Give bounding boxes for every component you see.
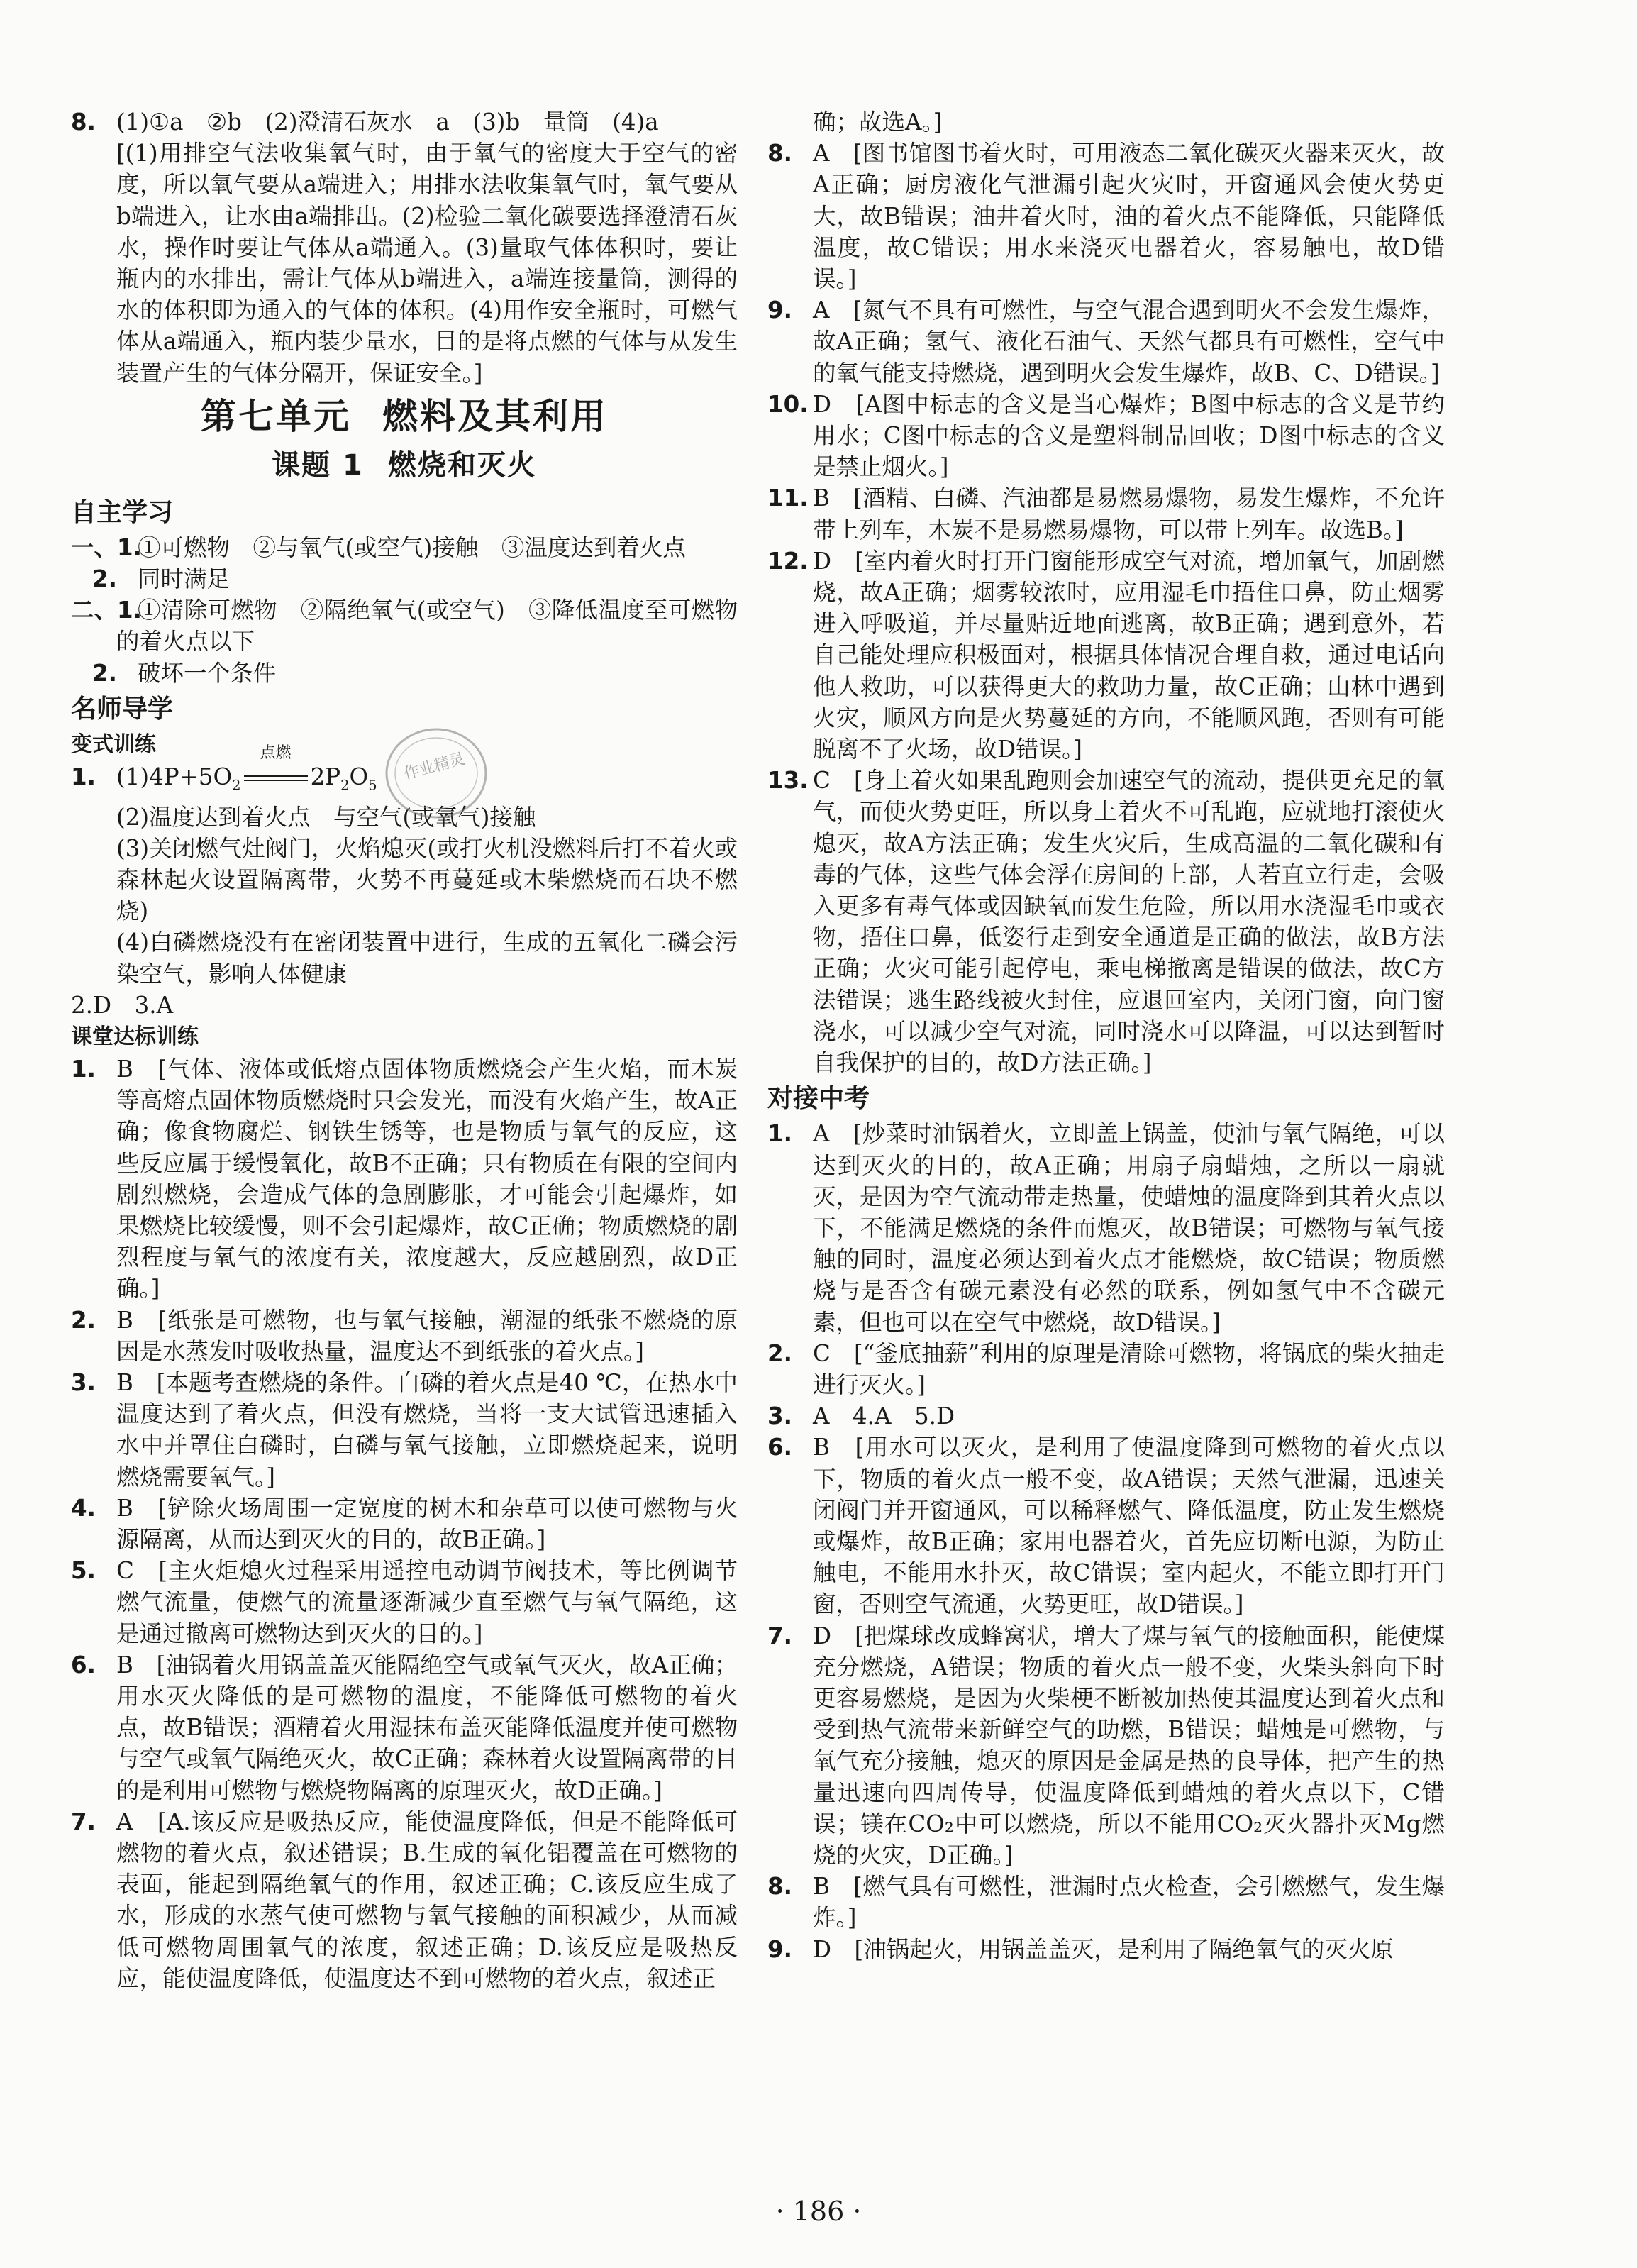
homework-stamp-icon: [369, 720, 504, 826]
class-item: 9. A [氮气不具有可燃性，与空气混合遇到明火不会发生爆炸，故A正确；氢气、液化石油气、天然气都具有可燃性，空气中的氧气能支持燃烧，遇到明火会发生爆炸，故B、C、D错误。]: [767, 297, 1445, 387]
subheading-variant-training: 变式训练: [71, 731, 156, 757]
page-number: · 186 ·: [775, 2196, 862, 2227]
class-item: 13. C [身上着火如果乱跑则会加速空气的流动，提供更充足的氧气，而使火势更旺，所以身上着火不可乱跑，应就地打滚使火熄灭，故A方法正确；发生火灾后，生成高温的二氧化碳和有毒的气体，这些气体会浮在房间的上部，人若直立行走，会吸入更多有毒气体或因缺氧而发生危险，所以用水浇湿毛巾或衣物，捂住口鼻，低姿行走到安全通道是正确的做法，故B方法正确；火灾可能引起停电，乘电梯撤离是错误的做法，故C方法错误；逃生路线被火封住，应退回室内，关闭门窗，向门窗浇水，可以减少空气对流，同时浇水可以降温，可以达到暂时自我保护的目的，故D方法正确。]: [767, 767, 1445, 1077]
item-answer: (1)①a ②b (2)澄清石灰水 a (3)b 量筒 (4)a: [116, 109, 659, 135]
class-item: 7. A [A.该反应是吸热反应，能使温度降低，但是不能降低可燃物的着火点，叙述错误；B.生成的氧化铝覆盖在可燃物的表面，能起到隔绝氧气的作用，叙述正确；C.该反应生成了水，形成的水蒸气使可燃物与氧气接触的面积减少，从而减低可燃物周围氧气的浓度，叙述正确；D.该反应是吸热反应，能使温度降低，使温度达不到可燃物的着火点，叙述正: [71, 1808, 738, 1992]
answer-item-8: [71, 106, 738, 389]
exam-item: 2. C [“釜底抽薪”利用的原理是清除可燃物，将锅底的柴火抽走进行灭火。]: [767, 1339, 1445, 1398]
unit-title: 第七单元 燃料及其利用: [201, 395, 608, 437]
self-study-item-2: 2. 同时满足: [92, 565, 231, 593]
self-study-item-3: 二、1. ①清除可燃物 ②隔绝氧气(或空气) ③降低温度至可燃物的着火点以下: [71, 597, 738, 655]
class-item: 2. B [纸张是可燃物，也与氧气接触，潮湿的纸张不燃烧的原因是水蒸发时吸收热量，温度达不到纸张的着火点。]: [71, 1306, 738, 1365]
item-number: 8.: [71, 109, 96, 135]
variant-item-1-part2: (2)温度达到着火点 与空气(或氧气)接触: [116, 803, 536, 831]
section-heading-exam: 对接中考: [767, 1084, 870, 1114]
exam-item: 1. A [炒菜时油锅着火，立即盖上锅盖，使油与氧气隔绝，可以达到灭火的目的，故A正确；用扇子扇蜡烛，之所以一扇就灭，是因为空气流动带走热量，使蜡烛的温度降到其着火点以下，不能满足燃烧的条件而熄灭，故B错误；可燃物与氧气接触的同时，温度必须达到着火点才能燃烧，故C错误；物质燃烧与是否含有碳元素没有必然的联系，例如氢气中不含碳元素，但也可以在空气中燃烧，故D错误。]: [767, 1120, 1445, 1336]
exam-item: 8. B [燃气具有可燃性，泄漏时点火检查，会引燃燃气，发生爆炸。]: [767, 1873, 1445, 1932]
exam-item: 3. A 4.A 5.D: [767, 1403, 955, 1430]
class-item: 11. B [酒精、白磷、汽油都是易燃易爆物，易发生爆炸，不允许带上列车，木炭不是易燃易爆物，可以带上列车。故选B。]: [767, 485, 1445, 543]
self-study-item-1: 一、1. ①可燃物 ②与氧气(或空气)接触 ③温度达到着火点: [71, 533, 686, 561]
class-item: 6. B [油锅着火用锅盖盖灭能隔绝空气或氧气灭火，故A正确；用水灭火降低的是可燃物的温度，不能降低可燃物的着火点，故B错误；酒精着火用湿抹布盖灭能降低温度并使可燃物与空气或氧气隔绝灭火，故C正确；森林着火设置隔离带的目的是利用可燃物与燃烧物隔离的原理灭火，故D正确。]: [71, 1651, 738, 1804]
class-item: 12. D [室内着火时打开门窗能形成空气对流，增加氧气，加剧燃烧，故A正确；烟雾较浓时，应用湿毛巾捂住口鼻，防止烟雾进入呼吸道，并尽量贴近地面逃离，故B正确；遇到意外，若自己能处理应积极面对，根据具体情况合理自救，通过电话向他人救助，可以获得更大的救助力量，故C正确；山林中遇到火灾，顺风方向是火势蔓延的方向，不能顺风跑，否则有可能脱离不了火场，故D错误。]: [767, 547, 1445, 763]
svg-text:作业精灵: 作业精灵: [401, 750, 467, 784]
chemical-equation: $(1)4P+5O_2$ 点燃 $2P_2O_5$: [116, 743, 377, 794]
variant-item-1-part4: (4)白磷燃烧没有在密闭装置中进行，生成的五氧化二磷会污染空气，影响人体健康: [116, 929, 738, 988]
left-column: [71, 106, 738, 1994]
class-item: 10. D [A图中标志的含义是当心爆炸；B图中标志的含义是节约用水；C图中标志的含义是塑料制品回收；D图中标志的含义是禁止烟火。]: [767, 390, 1445, 481]
subheading-class-training: 课堂达标训练: [71, 1024, 199, 1049]
section-heading-teacher-guide: 名师导学: [71, 694, 174, 724]
exam-item: 6. B [用水可以灭火，是利用了使温度降到可燃物的着火点以下，物质的着火点一般不变，故A错误；天然气泄漏，迅速关闭阀门并开窗通风，可以稀释燃气、降低温度，防止发生燃烧或爆炸，故B正确；家用电器着火，首先应切断电源，为防止触电，不能用水扑灭，故C错误；室内起火，不能立即打开门窗，否则空气流通，火势更旺，故D错误。]: [767, 1434, 1445, 1618]
class-item: 1. B [气体、液体或低熔点固体物质燃烧会产生火焰，而木炭等高熔点固体物质燃烧时只会发光，而没有火焰产生，故A正确；像食物腐烂、钢铁生锈等，也是物质与氧气的反应，这些反应属于缓慢氧化，故B不正确；只有物质在有限的空间内剧烈燃烧，会造成气体的急剧膨胀，才可能会引起爆炸，如果燃烧比较缓慢，则不会引起爆炸，故C正确；物质燃烧的剧烈程度与氧气的浓度有关，浓度越大，反应越剧烈，故D正确。]: [71, 1055, 738, 1302]
lesson-title: 课题 1 燃烧和灭火: [272, 448, 537, 482]
class-item: 5. C [主火炬熄火过程采用遥控电动调节阀技术，等比例调节燃气流量，使燃气的流量逐渐减少直至燃气与氧气隔绝，这是通过撤离可燃物达到灭火的目的。]: [71, 1557, 738, 1647]
class-item: 4. B [铲除火场周围一定宽度的树木和杂草可以使可燃物与火源隔离，从而达到灭火的目的，故B正确。]: [71, 1494, 738, 1554]
exam-item: 7. D [把煤球改成蜂窝状，增大了煤与氧气的接触面积，能使煤充分燃烧，A错误；物质的着火点一般不变，火柴头斜向下时更容易燃烧，是因为火柴梗不断被加热使其温度达到着火点和受到热气流带来新鲜空气的助燃，B错误；蜡烛是可燃物，与氧气充分接触，熄灭的原因是金属是热的良导体，把产生的热量迅速向四周传导，使温度降低到蜡烛的着火点以下，C错误；镁在CO₂中可以燃烧，所以不能用CO₂灭火器扑灭Mg燃烧的火灾，D正确。]: [767, 1622, 1445, 1869]
right-column: [767, 106, 1445, 1965]
section-heading-self-study: 自主学习: [71, 497, 174, 527]
item-explanation: [(1)用排空气法收集氧气时，由于氧气的密度大于空气的密度，所以氧气要从a端进入；用排水法收集氧气时，氧气要从b端进入，让水由a端排出。(2)检验二氧化碳要选择澄清石灰水，操作时要让气体从a端通入。(3)量取气体体积时，要让瓶内的水排出，需让气体从b端进入，a端连接量筒，测得的水的体积即为通入的气体的体积。(4)用作安全瓶时，可燃气体从a端通入，瓶内装少量水，目的是将点燃的气体与从发生装置产生的气体分隔开，保证安全。]: [116, 140, 738, 387]
exam-item: 9. D [油锅起火，用锅盖盖灭，是利用了隔绝氧气的灭火原: [767, 1935, 1394, 1963]
class-item: 8. A [图书馆图书着火时，可用液态二氧化碳灭火器来灭火，故A正确；厨房液化气泄漏引起火灾时，开窗通风会使火势更大，故B错误；油井着火时，油的着火点不能降低，只能降低温度，故C错误；用水来浇灭电器着火，容易触电，故D错误。]: [767, 140, 1445, 293]
variant-items-2-3: 2.D 3.A: [71, 991, 174, 1019]
variant-item-1-part3: (3)关闭燃气灶阀门，火焰熄灭(或打火机没燃料后打不着火或森林起火设置隔离带，火势不再蔓延或木柴燃烧而石块不燃烧): [116, 834, 738, 925]
class-item: 3. B [本题考查燃烧的条件。白磷的着火点是40 ℃，在热水中温度达到了着火点，但没有燃烧，当将一支大试管迅速插入水中并罩住白磷时，白磷与氧气接触，立即燃烧起来，说明燃烧需要氧气。]: [71, 1369, 738, 1490]
self-study-item-4: 2. 破坏一个条件: [92, 659, 277, 687]
variant-item-1: 1. $(1)4P+5O_2$ 点燃 $2P_2O_5$: [71, 743, 377, 794]
continued-text: 确；故选A。]: [813, 109, 943, 135]
